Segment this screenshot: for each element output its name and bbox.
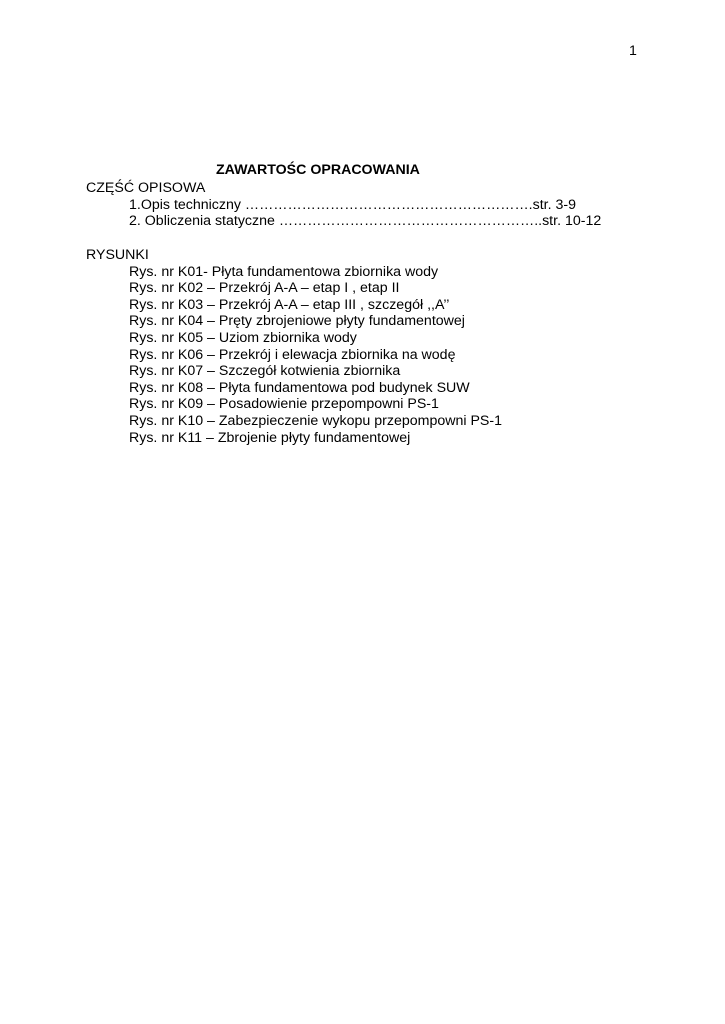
drawing-item-k10: Rys. nr K10 – Zabezpieczenie wykopu przepompowni PS-1 [129, 412, 503, 429]
drawing-item-k09: Rys. nr K09 – Posadowienie przepompowni PS-1 [129, 396, 439, 413]
drawing-item-k04: Rys. nr K04 – Pręty zbrojeniowe płyty fundamentowej [129, 313, 465, 330]
drawing-item-k02: Rys. nr K02 – Przekrój A-A – etap I , etap II [129, 280, 400, 297]
drawings-section [86, 247, 502, 446]
drawing-item-k08: Rys. nr K08 – Płyta fundamentowa pod budynek SUW [129, 379, 470, 396]
drawing-item-k11: Rys. nr K11 – Zbrojenie płyty fundamentowej [129, 429, 411, 446]
drawing-item-k01: Rys. nr K01- Płyta fundamentowa zbiornika wody [129, 263, 439, 280]
drawing-item-k05: Rys. nr K05 – Uziom zbiornika wody [129, 329, 357, 346]
descriptive-part-section [86, 180, 601, 230]
drawings-heading: RYSUNKI [86, 247, 149, 263]
document-title: ZAWARTOŚC OPRACOWANIA [216, 162, 420, 178]
drawing-item-k03: Rys. nr K03 – Przekrój A-A – etap III , szczegół ,,A’’ [129, 296, 450, 313]
page-number: 1 [629, 43, 637, 59]
toc-item-technical-description: 1.Opis techniczny …………………………………………………….str. 3-9 [129, 196, 576, 213]
drawing-item-k06: Rys. nr K06 – Przekrój i elewacja zbiornika na wodę [129, 346, 456, 363]
drawing-item-k07: Rys. nr K07 – Szczegół kotwienia zbiornika [129, 363, 401, 380]
descriptive-part-heading: CZĘŚĆ OPISOWA [86, 180, 206, 196]
toc-item-static-calculations: 2. Obliczenia statyczne ………………………………………………..str. 10-12 [129, 213, 602, 230]
